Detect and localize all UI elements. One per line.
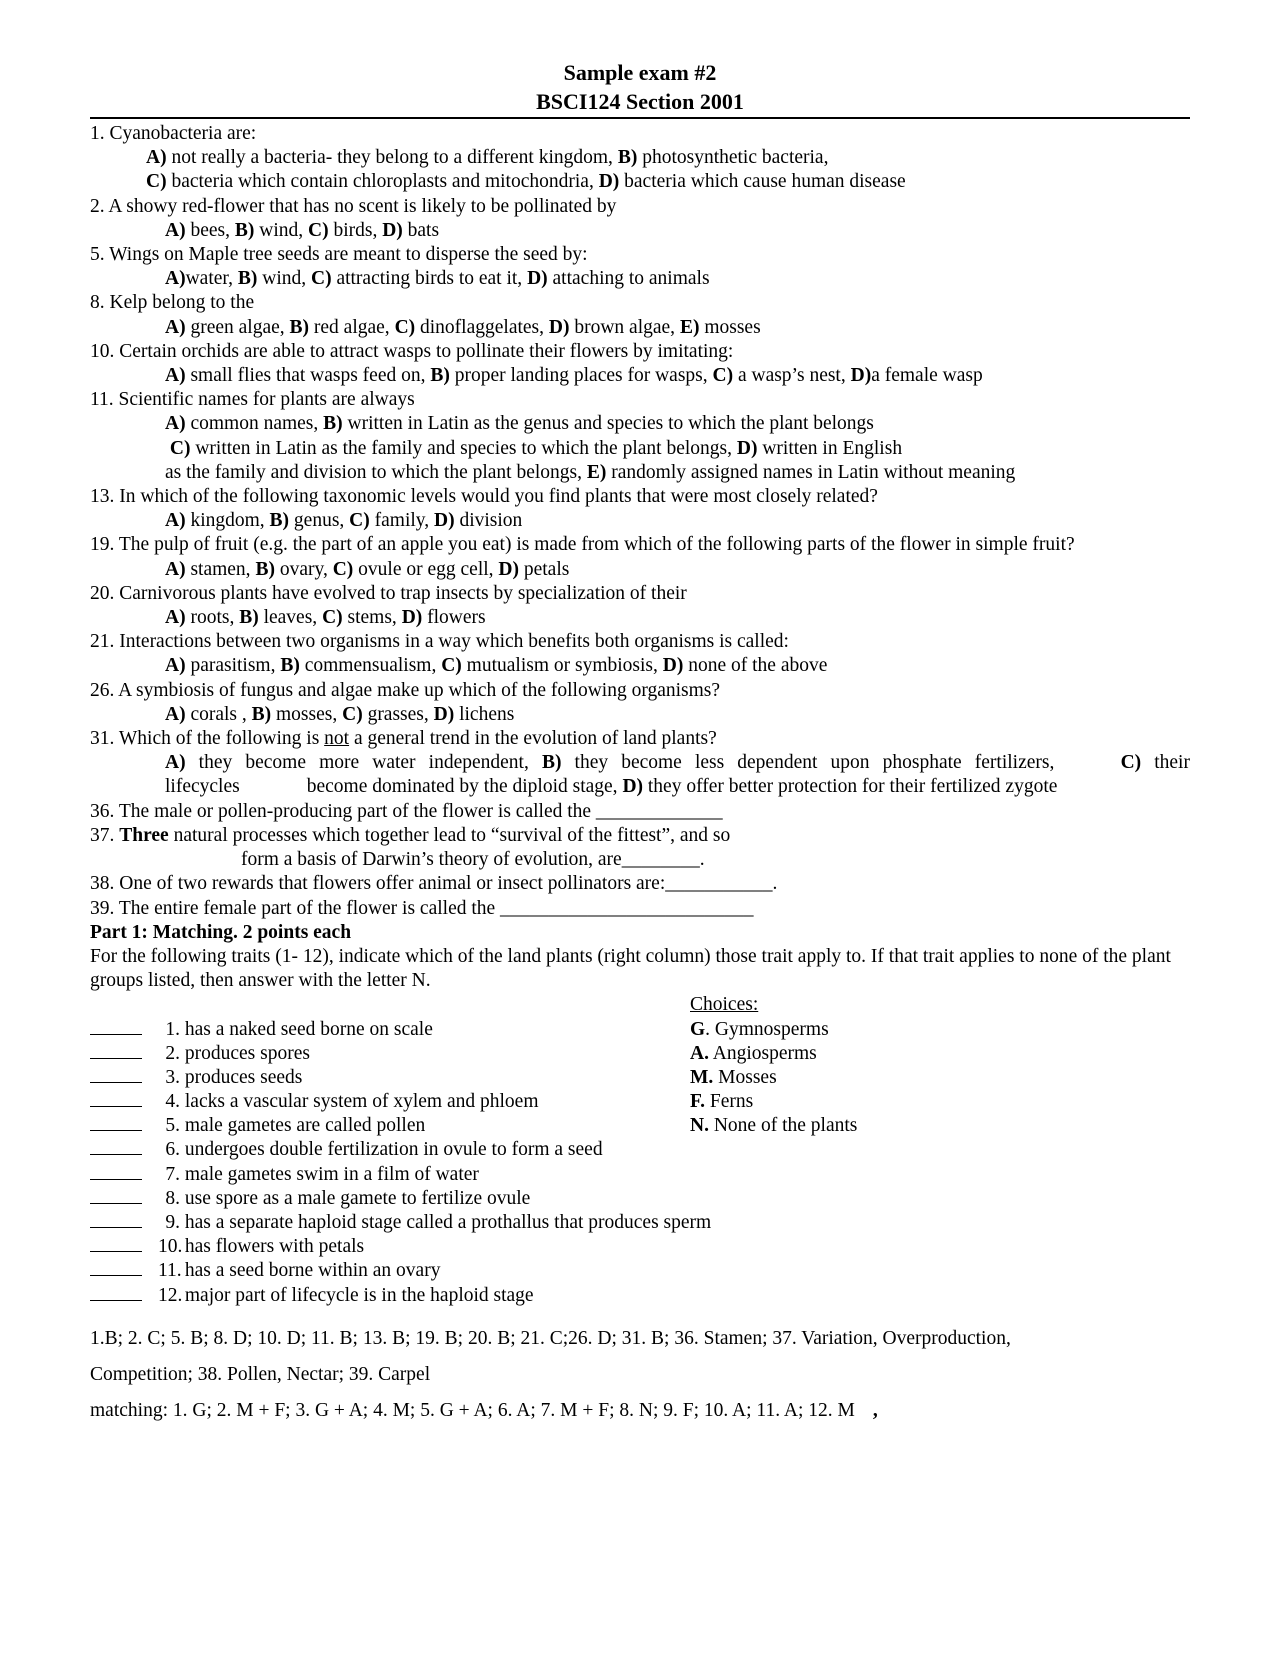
answer-blank[interactable] (90, 1066, 142, 1083)
question-36: 36. The male or pollen-producing part of the flower is called the _____________ (90, 800, 723, 822)
answer-key-line2: Competition; 38. Pollen, Nectar; 39. Carpel (90, 1364, 431, 1386)
answer-blank[interactable] (90, 1235, 142, 1252)
choice-letter: A. (690, 1042, 709, 1064)
matching-item (90, 1114, 1190, 1138)
choice-item (690, 1066, 857, 1090)
question-10-options: A) small flies that wasps feed on, B) proper landing places for wasps, C) a wasp’s nest, D)a female wasp (165, 365, 983, 387)
matching-item-number: 5. (165, 1115, 180, 1137)
question-37: 37. Three natural processes which together lead to “survival of the fittest”, and so (90, 824, 731, 846)
question-5-options: A)water, B) wind, C) attracting birds to eat it, D) attaching to animals (165, 268, 710, 290)
matching-items (90, 1018, 1190, 1308)
matching-item-text: produces spores (180, 1042, 310, 1064)
matching-item-number: 8. (165, 1187, 180, 1209)
question-10: 10. Certain orchids are able to attract wasps to pollinate their flowers by imitating: (90, 340, 734, 362)
answer-key-line3: matching: 1. G; 2. M + F; 3. G + A; 4. M; 5. G + A; 6. A; 7. M + F; 8. N; 9. F; 10. A; 11. A; 12. M , (90, 1400, 878, 1422)
answer-blank[interactable] (90, 1211, 142, 1228)
exam-title: Sample exam #2 (563, 60, 717, 85)
answer-blank[interactable] (90, 1138, 142, 1155)
question-11: 11. Scientific names for plants are always (90, 389, 415, 411)
matching-item (90, 1211, 1190, 1235)
exam-subtitle: BSCI124 Section 2001 (536, 89, 744, 114)
matching-item (90, 1259, 1190, 1283)
matching-item-text: male gametes are called pollen (180, 1115, 426, 1137)
matching-item-number: 3. (165, 1066, 180, 1088)
question-38: 38. One of two rewards that flowers offer animal or insect pollinators are:___________. (90, 873, 778, 895)
question-31: 31. Which of the following is not a general trend in the evolution of land plants? (90, 728, 717, 750)
choice-text: Angiosperms (708, 1042, 817, 1064)
answer-blank[interactable] (90, 1090, 142, 1107)
matching-item-number: 12. (158, 1284, 183, 1306)
matching-item-text: lacks a vascular system of xylem and phloem (180, 1091, 539, 1113)
answer-blank[interactable] (90, 1284, 142, 1301)
choice-letter: N. (690, 1115, 709, 1137)
choice-text: None of the plants (708, 1115, 858, 1137)
choices-column (690, 993, 857, 1138)
answer-blank[interactable] (90, 1018, 142, 1035)
question-20-options: A) roots, B) leaves, C) stems, D) flowers (165, 607, 486, 629)
answer-blank[interactable] (90, 1187, 142, 1204)
question-37-line2: form a basis of Darwin’s theory of evolution, are________. (241, 849, 705, 871)
header-rule (90, 117, 1190, 119)
matching-item-text: has flowers with petals (180, 1236, 365, 1258)
question-19-options: A) stamen, B) ovary, C) ovule or egg cell, D) petals (165, 558, 570, 580)
matching-item-number: 6. (165, 1139, 180, 1161)
question-13: 13. In which of the following taxonomic levels would you find plants that were most closely related? (90, 486, 878, 508)
question-11-options-line1: A) common names, B) written in Latin as the genus and species to which the plant belongs (165, 413, 874, 435)
choice-letter: G (690, 1018, 706, 1040)
question-26-options: A) corals , B) mosses, C) grasses, D) lichens (165, 703, 515, 725)
question-31-options-line1: A) they become more water independent, B) they become less dependent upon phosphate fertilizers, C) their (165, 752, 1190, 774)
question-2-options: A) bees, B) wind, C) birds, D) bats (165, 219, 440, 241)
matching-item-text: male gametes swim in a film of water (180, 1163, 479, 1185)
matching-item-text: use spore as a male gamete to fertilize ovule (180, 1187, 531, 1209)
matching-item-number: 11. (158, 1260, 182, 1282)
matching-item-text: has a naked seed borne on scale (180, 1018, 433, 1040)
question-5: 5. Wings on Maple tree seeds are meant to disperse the seed by: (90, 244, 588, 266)
matching-item (90, 1090, 1190, 1114)
matching-item (90, 1187, 1190, 1211)
question-21-options: A) parasitism, B) commensualism, C) mutualism or symbiosis, D) none of the above (165, 655, 828, 677)
choice-letter: F. (690, 1091, 705, 1113)
matching-item-number: 1. (165, 1018, 180, 1040)
choice-item (690, 1114, 857, 1138)
matching-item-number: 7. (165, 1163, 180, 1185)
question-11-options-line3: as the family and division to which the plant belongs, E) randomly assigned names in Latin without meaning (165, 461, 1016, 483)
matching-item-number: 4. (165, 1091, 180, 1113)
matching-item (90, 1042, 1190, 1066)
question-11-options-line2: C) written in Latin as the family and species to which the plant belongs, D) written in English (169, 437, 903, 459)
question-19: 19. The pulp of fruit (e.g. the part of an apple you eat) is made from which of the following parts of the flower in simple fruit? (90, 534, 1075, 556)
choice-text: . Gymnosperms (705, 1018, 829, 1040)
question-1: 1. Cyanobacteria are: (90, 123, 257, 144)
question-13-options: A) kingdom, B) genus, C) family, D) division (165, 510, 523, 532)
question-1-options-line2: C) bacteria which contain chloroplasts and mitochondria, D) bacteria which cause human disease (146, 171, 906, 193)
matching-item (90, 1284, 1190, 1308)
choices-label: Choices: (690, 994, 759, 1016)
answer-key-line1: 1.B; 2. C; 5. B; 8. D; 10. D; 11. B; 13. B; 19. B; 20. B; 21. C;26. D; 31. B; 36. Stamen; 37. Variation, Overproduction, (90, 1328, 1011, 1350)
answer-key (90, 1321, 1190, 1429)
matching-item-number: 10. (158, 1236, 183, 1258)
matching-item-text: produces seeds (180, 1066, 303, 1088)
matching-item (90, 1138, 1190, 1162)
question-21: 21. Interactions between two organisms in a way which benefits both organisms is called: (90, 631, 789, 653)
answer-blank[interactable] (90, 1259, 142, 1276)
exam-header (90, 58, 1190, 116)
choice-item (690, 1090, 857, 1114)
matching-item (90, 1066, 1190, 1090)
question-2: 2. A showy red-flower that has no scent is likely to be pollinated by (90, 195, 617, 217)
question-26: 26. A symbiosis of fungus and algae make up which of the following organisms? (90, 679, 721, 701)
question-1-options-line1: A) not really a bacteria- they belong to a different kingdom, B) photosynthetic bacteria, (146, 147, 829, 169)
matching-section (90, 993, 1190, 1309)
question-39: 39. The entire female part of the flower is called the __________________________ (90, 897, 754, 919)
matching-item (90, 1163, 1190, 1187)
answer-blank[interactable] (90, 1114, 142, 1131)
matching-item-number: 2. (165, 1042, 180, 1064)
question-31-options-line2: lifecycles become dominated by the diploid stage, D) they offer better protection for their fertilized zygote (165, 776, 1058, 798)
matching-item-text: undergoes double fertilization in ovule to form a seed (180, 1139, 603, 1161)
choices-list (690, 1018, 857, 1139)
choice-letter: M. (690, 1066, 714, 1088)
part1-heading: Part 1: Matching. 2 points each (90, 921, 352, 943)
exam-page (90, 58, 1190, 1429)
matching-item (90, 1018, 1190, 1042)
question-8: 8. Kelp belong to the (90, 292, 255, 314)
choice-item (690, 1042, 857, 1066)
matching-item-number: 9. (165, 1212, 180, 1233)
matching-item-text: major part of lifecycle is in the haploid stage (180, 1284, 534, 1306)
answer-blank[interactable] (90, 1163, 142, 1180)
answer-blank[interactable] (90, 1042, 142, 1059)
choice-item (690, 1018, 857, 1042)
choice-text: Mosses (713, 1066, 777, 1088)
matching-item-text: has a separate haploid stage called a prothallus that produces sperm (180, 1212, 712, 1233)
matching-item (90, 1235, 1190, 1259)
matching-item-text: has a seed borne within an ovary (180, 1260, 441, 1282)
question-8-options: A) green algae, B) red algae, C) dinoflaggelates, D) brown algae, E) mosses (165, 316, 761, 338)
question-20: 20. Carnivorous plants have evolved to trap insects by specialization of their (90, 582, 687, 604)
choice-text: Ferns (705, 1091, 754, 1113)
part1-instructions: For the following traits (1- 12), indicate which of the land plants (right column) those trait apply to. If that trait applies to none of the plant groups listed, then answer with the letter N. (90, 945, 1171, 992)
